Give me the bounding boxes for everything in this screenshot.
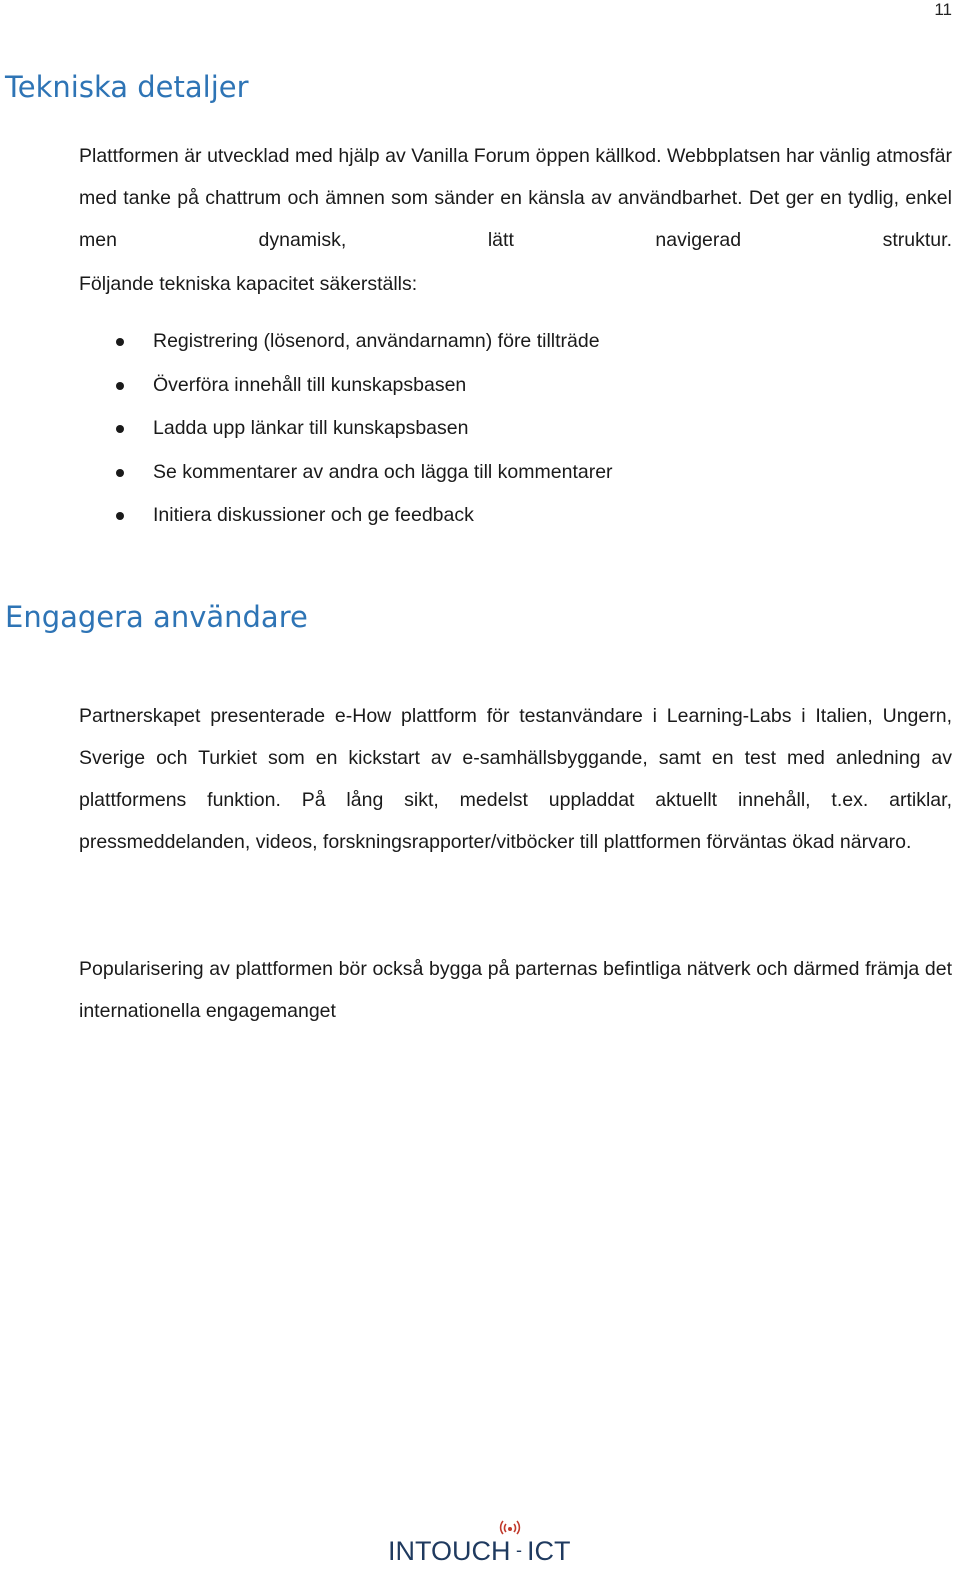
section-heading-tekniska-detaljer: Tekniska detaljer (5, 70, 249, 104)
svg-text:-: - (516, 1540, 522, 1560)
list-item-text: Ladda upp länkar till kunskapsbasen (153, 417, 469, 440)
section-heading-engagera-anvandare: Engagera användare (5, 600, 308, 634)
logo-graphic (388, 1518, 578, 1564)
list-item (0, 407, 613, 451)
list-item (0, 451, 613, 495)
capacity-intro: Följande tekniska kapacitet säkerställs: (79, 273, 418, 295)
list-item-text: Registrering (lösenord, användarnamn) före tillträde (153, 330, 600, 352)
partnership-paragraph: Partnerskapet presenterade e-How plattform för testanvändare i Learning-Labs i Italien, Ungern, Sverige och Turkiet som en kickstart av e-samhällsbyggande, samt en test med anledning av plattformens funktion. På lång sikt, medelst uppladdat aktuellt innehåll, t.ex. artiklar, pressmeddelanden, videos, forskningsrapporter/vitböcker till plattformen förväntas ökad närvaro. (79, 705, 952, 853)
bullet-icon (116, 425, 124, 433)
page-number: 11 (934, 0, 952, 19)
logo-text-left: INTOUCH (388, 1536, 511, 1564)
bullet-icon (116, 382, 124, 390)
list-item-text: Överföra innehåll till kunskapsbasen (153, 373, 467, 396)
list-item (0, 494, 613, 538)
bullet-icon (116, 469, 124, 477)
intouch-ict-logo (388, 1518, 578, 1564)
list-item-text: Se kommentarer av andra och lägga till kommentarer (153, 460, 613, 483)
capacity-list (0, 320, 613, 538)
list-item (0, 320, 613, 364)
bullet-icon (116, 512, 124, 520)
bullet-icon (116, 338, 124, 346)
popularisation-paragraph: Popularisering av plattformen bör också bygga på parternas befintliga nätverk och därmed främja det internationella engagemanget (79, 958, 952, 1022)
list-item-text: Initiera diskussioner och ge feedback (153, 504, 474, 527)
tech-paragraph: Plattformen är utvecklad med hjälp av Vanilla Forum öppen källkod. Webbplatsen har vänlig atmosfär med tanke på chattrum och ämnen som sänder en känsla av användbarhet. Det ger en tydlig, enkel men dynamisk, lätt navigerad struktur. (79, 145, 952, 251)
logo-text-right: ICT (527, 1536, 571, 1564)
list-item (0, 364, 613, 408)
